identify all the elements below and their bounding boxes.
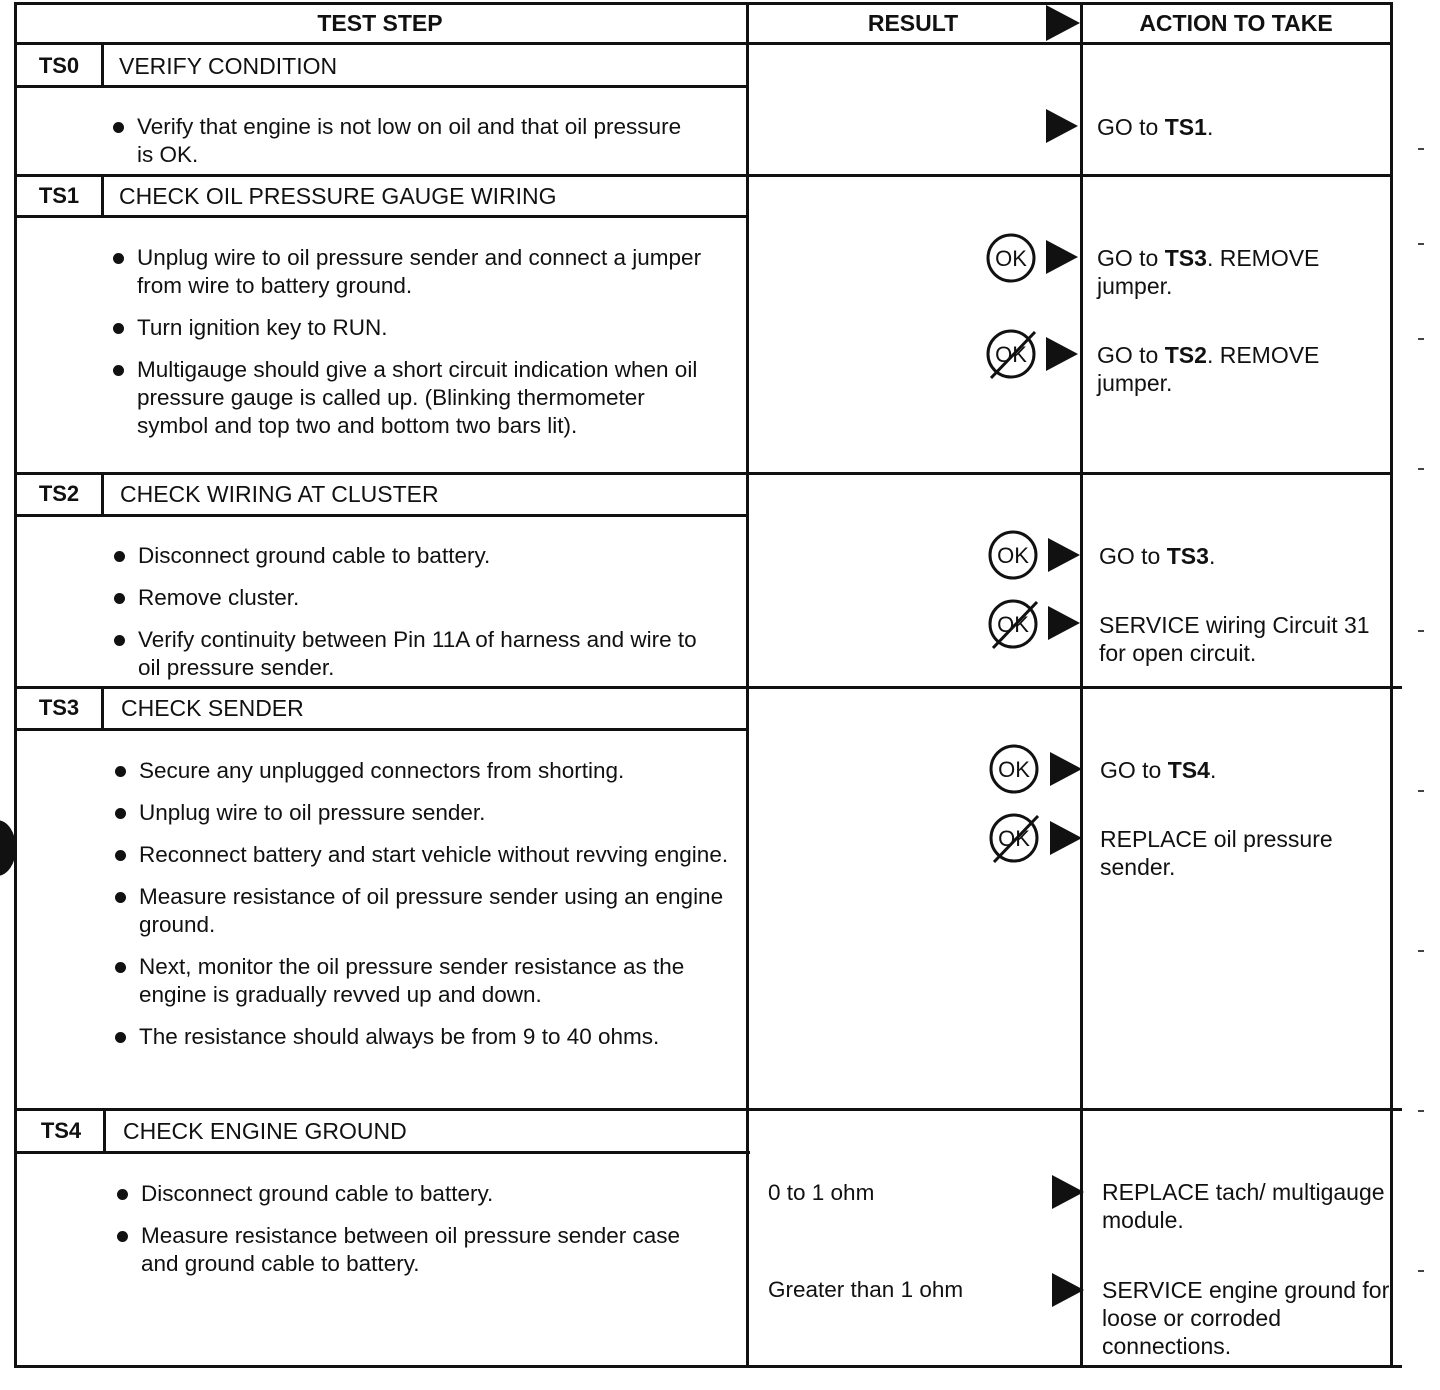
header-arrow-icon: [1046, 5, 1080, 41]
bullet-text: Next, monitor the oil pressure sender resistance as the engine is gradually revved up and down.: [139, 954, 685, 1007]
step-bullet: [113, 356, 713, 440]
action-text-part: .: [1206, 114, 1214, 140]
action-text-part: GO to: [1097, 245, 1165, 271]
step-bullets: [113, 113, 693, 183]
column-header-result: RESULT: [867, 10, 959, 36]
result-text: Greater than 1 ohm: [768, 1277, 964, 1302]
result-arrow-icon: [1046, 337, 1078, 371]
action-text-part: GO to: [1100, 757, 1168, 783]
step-id: TS4: [40, 1118, 82, 1143]
action-text-part: GO to: [1097, 342, 1165, 368]
bullet-text: Disconnect ground cable to battery.: [138, 543, 491, 568]
action-text-part: REPLACE tach/ multigauge module.: [1102, 1179, 1385, 1233]
bullet-dot-icon: [115, 850, 126, 861]
step-bullets: [117, 1180, 717, 1292]
step-bullet: [115, 841, 730, 869]
action-text-part: .: [1208, 543, 1216, 569]
column-header-action: ACTION TO TAKE: [1139, 10, 1333, 36]
not-ok-badge-icon: [988, 812, 1040, 864]
action-text: [1097, 341, 1387, 397]
action-step-ref: TS1: [1164, 114, 1207, 140]
step-bullets: [114, 542, 714, 696]
margin-tick: [1418, 630, 1424, 632]
margin-tick: [1418, 1270, 1424, 1272]
action-text: [1102, 1178, 1392, 1234]
margin-tick: [1418, 338, 1424, 340]
ok-badge-label: OK: [995, 246, 1027, 271]
action-text-part: . REMOVE jumper.: [1097, 342, 1320, 396]
action-step-ref: TS2: [1164, 342, 1207, 368]
column-header-test-step: TEST STEP: [317, 10, 443, 36]
result-arrow-icon: [1052, 1175, 1084, 1209]
step-bullet: [113, 244, 713, 300]
step-title: CHECK OIL PRESSURE GAUGE WIRING: [119, 183, 557, 209]
result-arrow-icon: [1048, 606, 1080, 640]
step-bullet: [115, 757, 730, 785]
action-text: [1099, 542, 1389, 570]
result-arrow-icon: [1048, 538, 1080, 572]
ok-badge-label: OK: [997, 612, 1029, 637]
step-title: CHECK ENGINE GROUND: [123, 1118, 407, 1144]
step-title: VERIFY CONDITION: [119, 53, 338, 79]
action-text: [1100, 825, 1390, 881]
step-bullet: [117, 1180, 717, 1208]
bullet-dot-icon: [113, 365, 124, 376]
margin-tick: [1418, 468, 1424, 470]
table-top-border: [14, 2, 1392, 5]
step-bullet: [113, 113, 693, 169]
bullet-dot-icon: [117, 1231, 128, 1242]
step-bullet: [114, 626, 714, 682]
step-bullet: [115, 883, 730, 939]
action-text: [1099, 611, 1389, 667]
step-bullet: [115, 1023, 730, 1051]
step-id: TS1: [38, 183, 80, 208]
bullet-text: Turn ignition key to RUN.: [137, 315, 388, 340]
action-text: [1100, 756, 1390, 784]
action-step-ref: TS3: [1166, 543, 1209, 569]
step-bullet: [115, 953, 730, 1009]
bullet-text: The resistance should always be from 9 to 40 ohms.: [139, 1024, 660, 1049]
bullet-dot-icon: [115, 766, 126, 777]
bullet-text: Measure resistance between oil pressure sender case and ground cable to battery.: [141, 1223, 681, 1276]
step-bullets: [115, 757, 730, 1065]
action-text: [1097, 244, 1387, 300]
ok-badge-label: OK: [998, 757, 1030, 782]
bullet-dot-icon: [115, 1032, 126, 1043]
result-arrow-icon: [1050, 821, 1082, 855]
bullet-text: Reconnect battery and start vehicle without revving engine.: [139, 842, 729, 867]
bullet-text: Measure resistance of oil pressure sender using an engine ground.: [139, 884, 724, 937]
bullet-text: Unplug wire to oil pressure sender.: [139, 800, 486, 825]
step-id: TS0: [38, 53, 80, 78]
bullet-text: Verify continuity between Pin 11A of harness and wire to oil pressure sender.: [138, 627, 697, 680]
bullet-dot-icon: [113, 323, 124, 334]
margin-tick: [1418, 790, 1424, 792]
action-text-part: .: [1209, 757, 1217, 783]
bullet-text: Unplug wire to oil pressure sender and connect a jumper from wire to battery ground.: [137, 245, 702, 298]
bullet-dot-icon: [113, 122, 124, 133]
ok-badge-icon: [988, 743, 1040, 795]
bullet-text: Disconnect ground cable to battery.: [141, 1181, 494, 1206]
table-right-border: [1390, 2, 1393, 1368]
margin-tick: [1418, 950, 1424, 952]
not-ok-badge-icon: [985, 328, 1037, 380]
margin-tick: [1418, 243, 1424, 245]
bullet-text: Secure any unplugged connectors from shorting.: [139, 758, 625, 783]
action-text-part: . REMOVE jumper.: [1097, 245, 1320, 299]
bullet-dot-icon: [117, 1189, 128, 1200]
ok-badge-label: OK: [997, 543, 1029, 568]
margin-tick: [1418, 148, 1424, 150]
result-arrow-icon: [1046, 109, 1078, 143]
bullet-text: Verify that engine is not low on oil and that oil pressure is OK.: [137, 114, 682, 167]
bullet-dot-icon: [115, 892, 126, 903]
step-bullet: [117, 1222, 717, 1278]
ok-badge-icon: [985, 232, 1037, 284]
bullet-dot-icon: [114, 551, 125, 562]
action-text-part: GO to: [1099, 543, 1167, 569]
step-bullet: [115, 799, 730, 827]
action-text-part: SERVICE wiring Circuit 31 for open circuit.: [1099, 612, 1370, 666]
step-id: TS2: [38, 481, 80, 506]
bullet-text: Remove cluster.: [138, 585, 300, 610]
bullet-dot-icon: [115, 962, 126, 973]
action-column-divider: [1080, 2, 1083, 1368]
step-bullets: [113, 244, 713, 454]
bullet-dot-icon: [113, 253, 124, 264]
action-text-part: REPLACE oil pressure sender.: [1100, 826, 1333, 880]
step-bullet: [114, 584, 714, 612]
action-text-part: SERVICE engine ground for loose or corroded connections.: [1102, 1277, 1390, 1359]
ok-badge-icon: [987, 529, 1039, 581]
ok-badge-label: OK: [995, 342, 1027, 367]
step-bullet: [114, 542, 714, 570]
bullet-text: Multigauge should give a short circuit indication when oil pressure gauge is called up. (Blinking thermometer symbol and top two and bottom two bars lit).: [137, 357, 698, 438]
bullet-dot-icon: [114, 635, 125, 646]
bullet-dot-icon: [114, 593, 125, 604]
action-text: [1097, 113, 1387, 141]
table-bottom-border: [14, 1365, 1402, 1368]
result-arrow-icon: [1050, 752, 1082, 786]
ok-badge-label: OK: [998, 826, 1030, 851]
action-step-ref: TS4: [1167, 757, 1210, 783]
margin-tick: [1418, 1110, 1424, 1112]
step-title: CHECK WIRING AT CLUSTER: [120, 481, 439, 507]
step-bullet: [113, 314, 713, 342]
result-column-divider: [746, 2, 749, 1368]
step-title: CHECK SENDER: [121, 695, 304, 721]
result-text: 0 to 1 ohm: [768, 1180, 875, 1205]
not-ok-badge-icon: [987, 598, 1039, 650]
step-id: TS3: [38, 695, 80, 720]
bullet-dot-icon: [115, 808, 126, 819]
action-text: [1102, 1276, 1392, 1360]
action-step-ref: TS3: [1164, 245, 1207, 271]
action-text-part: GO to: [1097, 114, 1165, 140]
result-arrow-icon: [1046, 240, 1078, 274]
result-arrow-icon: [1052, 1273, 1084, 1307]
